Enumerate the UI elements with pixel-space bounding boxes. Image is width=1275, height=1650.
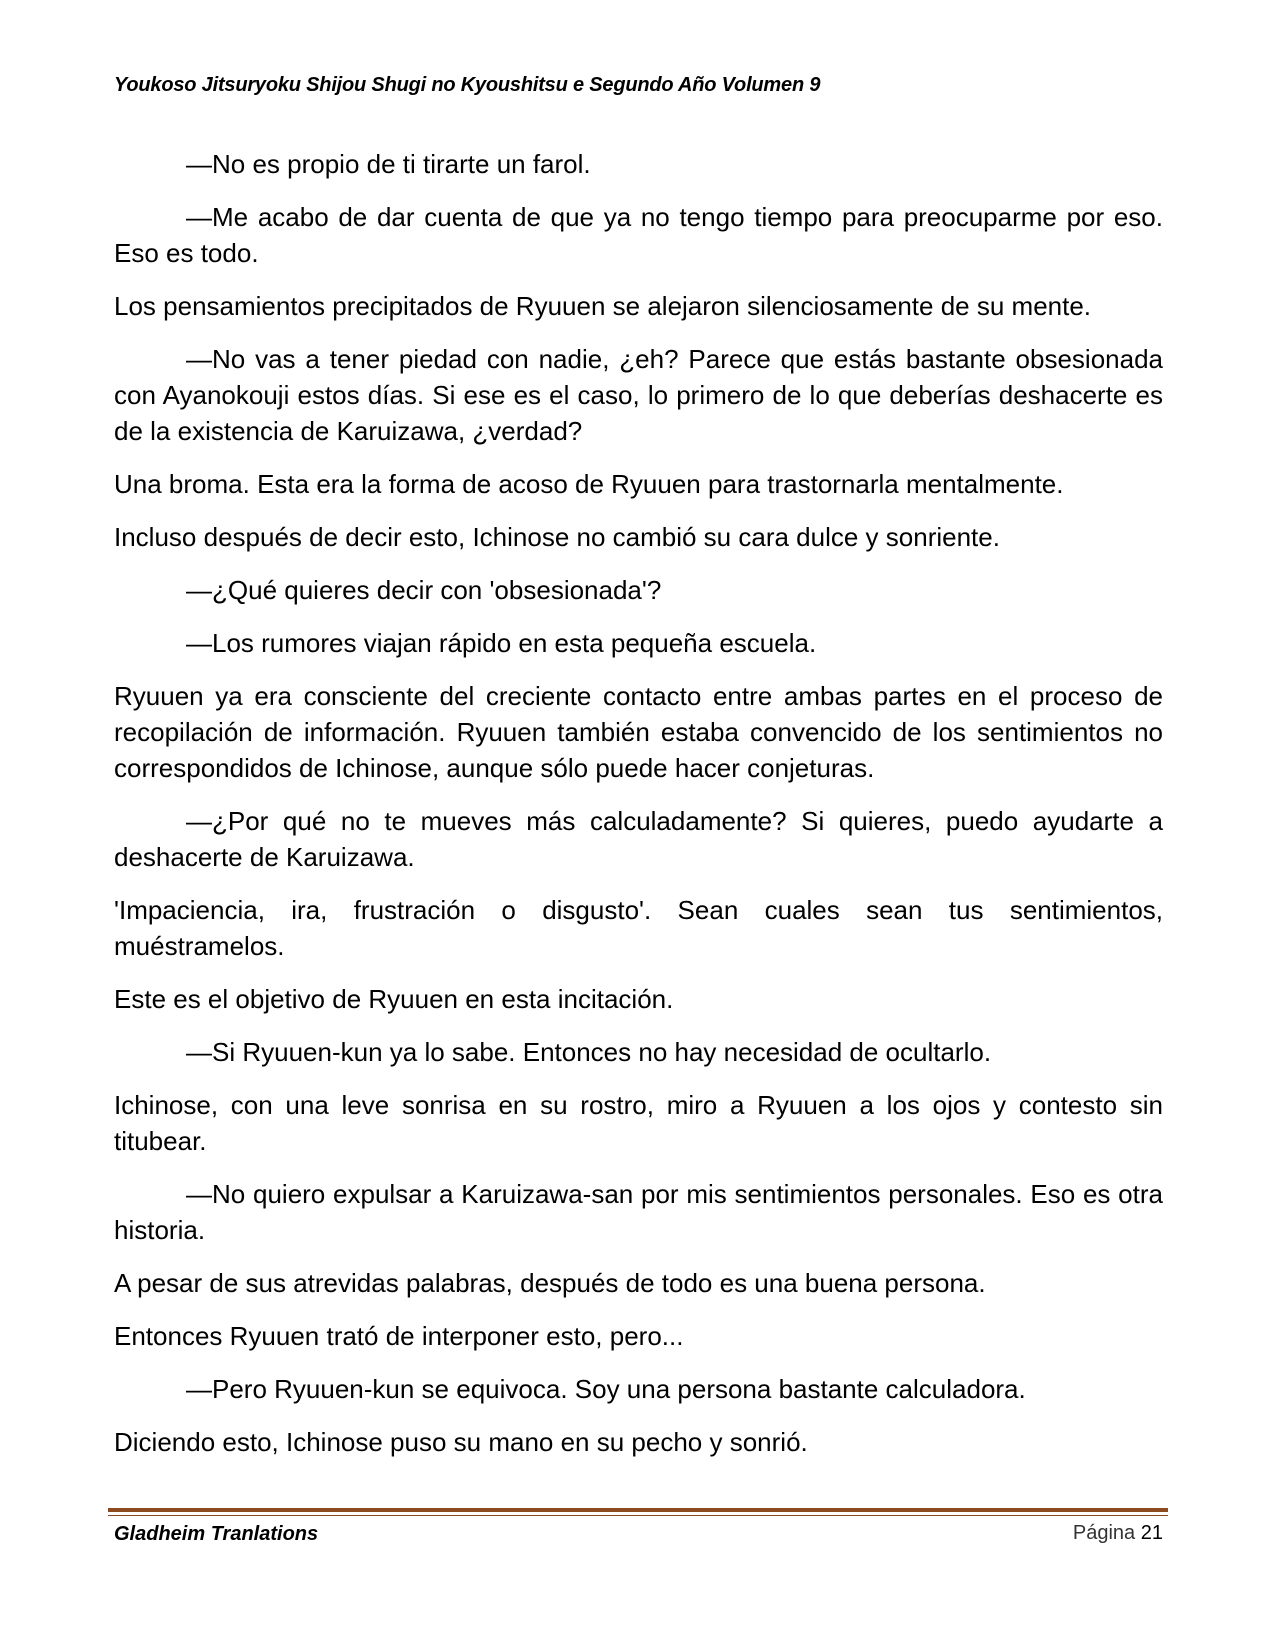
paragraph: —Si Ryuuen-kun ya lo sabe. Entonces no hay necesidad de ocultarlo. [186,1037,992,1067]
paragraph: —No es propio de ti tirarte un farol. [186,149,591,179]
paragraph: Ichinose, con una leve sonrisa en su rostro, miro a Ryuuen a los ojos y contesto sin titubear. [114,1090,1163,1156]
paragraph: —¿Qué quieres decir con 'obsesionada'? [186,575,662,605]
paragraph: Los pensamientos precipitados de Ryuuen se alejaron silenciosamente de su mente. [114,291,1092,321]
page-body [114,146,1163,1477]
paragraph: —Me acabo de dar cuenta de que ya no tengo tiempo para preocuparme por eso. Eso es todo. [114,202,1163,268]
paragraph: Incluso después de decir esto, Ichinose no cambió su cara dulce y sonriente. [114,522,1000,552]
paragraph: —Pero Ryuuen-kun se equivoca. Soy una persona bastante calculadora. [186,1374,1026,1404]
paragraph: —No vas a tener piedad con nadie, ¿eh? Parece que estás bastante obsesionada con Ayanokouji estos días. Si ese es el caso, lo primero de lo que deberías deshacerte es de la existencia de Karuizawa, ¿verdad? [114,344,1163,446]
paragraph: Este es el objetivo de Ryuuen en esta incitación. [114,984,674,1014]
paragraph: Entonces Ryuuen trató de interponer esto, pero... [114,1321,684,1351]
page-header-title: Youkoso Jitsuryoku Shijou Shugi no Kyoushitsu e Segundo Año Volumen 9 [114,74,821,96]
footer-credit: Gladheim Tranlations [114,1523,319,1545]
paragraph: 'Impaciencia, ira, frustración o disgusto'. Sean cuales sean tus sentimientos, muéstramelos. [114,895,1163,961]
paragraph: —Los rumores viajan rápido en esta pequeña escuela. [186,628,817,658]
paragraph: Diciendo esto, Ichinose puso su mano en su pecho y sonrió. [114,1427,808,1457]
paragraph: —¿Por qué no te mueves más calculadamente? Si quieres, puedo ayudarte a deshacerte de Karuizawa. [114,806,1163,872]
footer-divider-thick [108,1508,1168,1512]
paragraph: A pesar de sus atrevidas palabras, después de todo es una buena persona. [114,1268,986,1298]
footer-page-number [1073,1522,1163,1545]
paragraph: Una broma. Esta era la forma de acoso de Ryuuen para trastornarla mentalmente. [114,469,1064,499]
page-number: 21 [1140,1522,1163,1544]
footer-divider-thin [108,1515,1168,1516]
page-label: Página [1072,1522,1136,1544]
paragraph: —No quiero expulsar a Karuizawa-san por mis sentimientos personales. Eso es otra historia. [114,1179,1163,1245]
paragraph: Ryuuen ya era consciente del creciente contacto entre ambas partes en el proceso de recopilación de información. Ryuuen también estaba convencido de los sentimientos no correspondidos de Ichinose, aunque sólo puede hacer conjeturas. [114,681,1163,783]
